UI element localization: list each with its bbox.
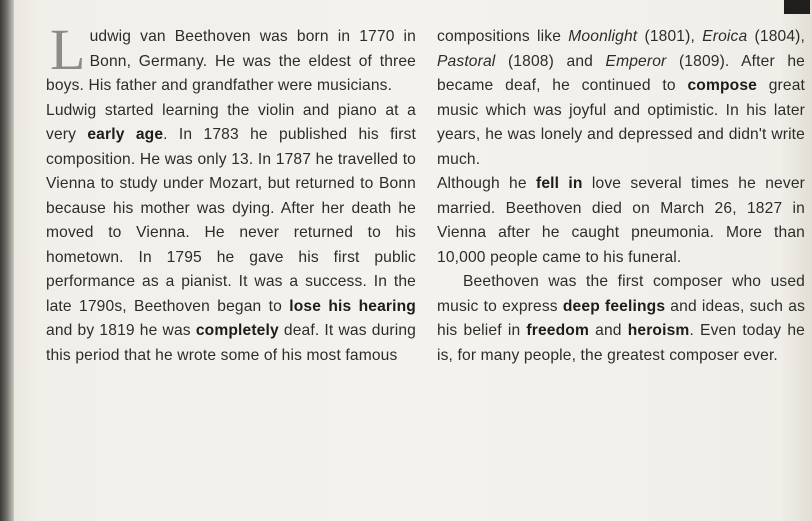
text: Beethoven was the first composer who used music to express	[437, 273, 805, 315]
text: (1804),	[747, 28, 805, 45]
work-title-pastoral: Pastoral	[437, 52, 496, 70]
text: Ludwig started learning the violin and piano at a very	[46, 101, 416, 143]
page-spine-shadow	[0, 0, 14, 521]
text: (1801),	[637, 28, 703, 45]
key-phrase-deep-feelings: deep feelings	[562, 297, 666, 315]
text: and ideas, such as his belief in	[437, 297, 806, 339]
key-phrase-early-age: early age	[87, 126, 164, 143]
key-phrase-heroism: heroism	[627, 322, 690, 339]
paragraph-legacy	[437, 270, 805, 368]
paragraph-early-life	[46, 99, 416, 369]
text: love several times he never married. Beethoven died on March 26, 1827 in Vienna after he caught pneumonia. More than 10,000 people came to his funeral.	[437, 175, 805, 266]
paragraph-intro	[46, 17, 416, 99]
key-phrase-freedom: freedom	[526, 322, 589, 339]
key-phrase-fell-in: fell in	[536, 175, 583, 192]
text: compositions like	[437, 28, 569, 45]
text: and by 1819 he was	[46, 322, 196, 339]
text: . In 1783 he published his first composition. He was only 13. In 1787 he travelled to Vienna to study under Mozart, but returned to Bonn because his mother was dying. After her death he moved to Vienna. He never returned to his hometown. In 1795 he gave his first public performance as a pianist. It was a success. In the late 1790s, Beethoven began to	[46, 126, 416, 315]
work-title-emperor: Emperor	[605, 52, 667, 70]
column-left	[46, 17, 416, 368]
text: and	[588, 322, 628, 339]
key-phrase-completely: completely	[195, 322, 279, 339]
column-right	[437, 25, 805, 368]
text: great music which was joyful and optimistic. In his later years, he was lonely and depressed and didn't write much.	[437, 77, 806, 168]
paragraph-compositions	[437, 25, 805, 172]
corner-mark	[784, 0, 810, 14]
text: (1808) and	[495, 52, 606, 70]
text: . Even today he is, for many people, the greatest composer ever.	[437, 322, 805, 364]
text: (1809). After he became deaf, he continued to	[437, 52, 805, 94]
text: Although he	[437, 175, 536, 192]
key-phrase-lose-hearing: lose his hearing	[289, 297, 416, 315]
text: deaf. It was during this period that he wrote some of his most famous	[46, 322, 416, 364]
intro-text: udwig van Beethoven was born in 1770 in Bonn, Germany. He was the eldest of three boys. His father and grandfather were musicians.	[46, 28, 416, 94]
work-title-eroica: Eroica	[702, 28, 748, 45]
work-title-moonlight: Moonlight	[568, 28, 638, 45]
paragraph-love-death	[437, 172, 805, 270]
key-phrase-compose: compose	[687, 77, 757, 94]
drop-cap: L	[50, 17, 86, 82]
